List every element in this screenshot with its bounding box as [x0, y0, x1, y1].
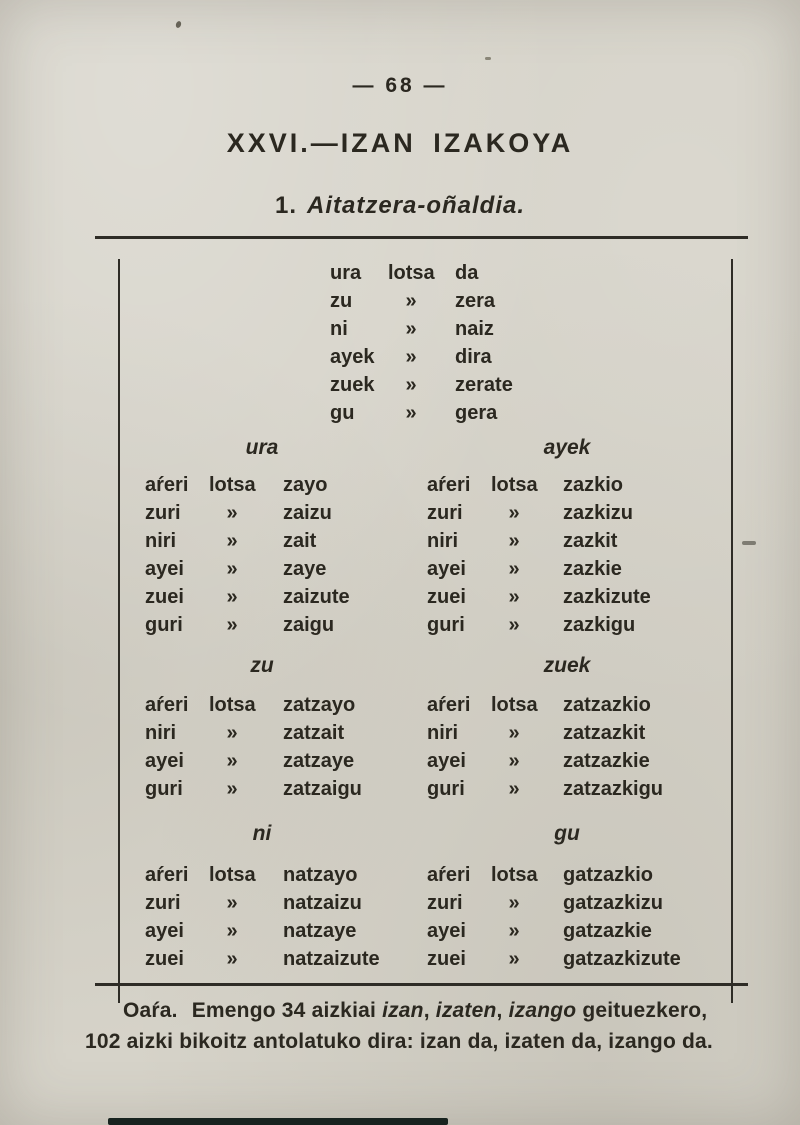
ditto-mark: » — [405, 374, 417, 396]
lotsa-word: lotsa — [491, 474, 538, 496]
verb-form: gatzazkio — [563, 864, 654, 886]
dative-word: zuei — [427, 948, 466, 970]
footnote-text: , — [423, 999, 436, 1022]
section-labels — [120, 653, 731, 679]
dative-word: niri — [145, 530, 177, 552]
dative-word: zuei — [427, 586, 466, 608]
lotsa-word: lotsa — [209, 864, 256, 886]
scan-speck-icon — [485, 57, 491, 60]
ditto-mark: » — [226, 948, 238, 970]
verb-form: zerate — [455, 374, 513, 396]
dative-word: aŕeri — [427, 474, 471, 496]
section-labels — [120, 435, 731, 461]
subject-word: ayek — [330, 346, 375, 368]
section-subtitle — [0, 192, 800, 220]
footnote-text: geituezkero, — [576, 999, 708, 1022]
dative-word: aŕeri — [145, 694, 189, 716]
footnote-italic-word: izan — [382, 999, 424, 1022]
dative-word: guri — [145, 778, 183, 800]
verb-form: zatzaye — [283, 750, 355, 772]
verb-form: zaye — [283, 558, 327, 580]
verb-form: zaizu — [283, 502, 332, 524]
subject-word: ni — [330, 318, 348, 340]
dative-word: niri — [145, 722, 177, 744]
verb-form: zazkie — [563, 558, 622, 580]
table-row — [120, 889, 731, 917]
section-labels — [120, 821, 731, 847]
table-row — [120, 917, 731, 945]
paradigm-block-ni-gu — [120, 861, 731, 973]
verb-form: zait — [283, 530, 317, 552]
table-row — [120, 471, 731, 499]
dative-word: ayei — [427, 558, 466, 580]
verb-form: zatzait — [283, 722, 345, 744]
section-label-left: zu — [250, 654, 274, 677]
verb-form: zatzazkit — [563, 722, 646, 744]
ditto-mark: » — [226, 586, 238, 608]
ditto-mark: » — [508, 586, 520, 608]
table-row — [120, 945, 731, 973]
table-row — [120, 747, 731, 775]
section-label-right: ayek — [543, 436, 591, 459]
verb-form: zatzazkigu — [563, 778, 664, 800]
ditto-mark: » — [405, 318, 417, 340]
subtitle-text: Aitatzera-oñaldia. — [306, 192, 526, 219]
dative-word: zuri — [427, 502, 463, 524]
table-row — [120, 259, 731, 287]
ditto-mark: » — [226, 502, 238, 524]
dative-word: aŕeri — [427, 694, 471, 716]
ditto-mark: » — [226, 614, 238, 636]
verb-form: zera — [455, 290, 496, 312]
ditto-mark: » — [508, 920, 520, 942]
section-label-left: ni — [252, 822, 272, 845]
verb-form: dira — [455, 346, 492, 368]
footnote-italic-word: izaten — [435, 999, 497, 1022]
lotsa-word: lotsa — [388, 262, 435, 284]
ditto-mark: » — [405, 346, 417, 368]
paradigm-table-frame — [95, 236, 748, 986]
dative-word: zuri — [145, 502, 181, 524]
dative-word: aŕeri — [145, 864, 189, 886]
verb-form: gera — [455, 402, 498, 424]
footnote-lead: Oaŕa. — [123, 999, 178, 1022]
ditto-mark: » — [226, 530, 238, 552]
table-row — [120, 691, 731, 719]
table-row — [120, 719, 731, 747]
ditto-mark: » — [508, 750, 520, 772]
verb-form: gatzazkizute — [563, 948, 681, 970]
dative-word: ayei — [145, 558, 184, 580]
ditto-mark: » — [508, 502, 520, 524]
table-row — [120, 611, 731, 639]
paradigm-block-zu-zuek — [120, 691, 731, 803]
footnote — [85, 995, 747, 1057]
dative-word: zuei — [145, 948, 184, 970]
ditto-mark: » — [405, 290, 417, 312]
verb-form: zazkizu — [563, 502, 634, 524]
dative-word: zuri — [145, 892, 181, 914]
table-row — [120, 399, 731, 427]
ditto-mark: » — [508, 948, 520, 970]
ditto-mark: » — [508, 614, 520, 636]
dative-word: aŕeri — [145, 474, 189, 496]
ditto-mark: » — [226, 892, 238, 914]
ditto-mark: » — [508, 778, 520, 800]
verb-form: zazkit — [563, 530, 618, 552]
table-row — [120, 861, 731, 889]
lotsa-word: lotsa — [491, 864, 538, 886]
verb-form: zaigu — [283, 614, 335, 636]
verb-form: zatzaigu — [283, 778, 362, 800]
ditto-mark: » — [226, 558, 238, 580]
ditto-mark: » — [226, 750, 238, 772]
page-number: — 68 — — [352, 74, 448, 97]
verb-form: zatzayo — [283, 694, 356, 716]
verb-form: zazkizute — [563, 586, 651, 608]
section-label-right: zuek — [543, 654, 591, 677]
section-label-left: ura — [245, 436, 279, 459]
ditto-mark: » — [508, 892, 520, 914]
paradigm-table — [118, 259, 733, 1003]
footnote-line-2: 102 aizki bikoitz antolatuko dira: izan da, izaten da, izango da. — [85, 1030, 713, 1053]
subtitle-number: 1. — [274, 192, 297, 219]
scan-speck-icon — [175, 20, 182, 28]
verb-form: zatzazkio — [563, 694, 651, 716]
subject-word: zuek — [330, 374, 375, 396]
lotsa-word: lotsa — [491, 694, 538, 716]
subject-word: gu — [330, 402, 355, 424]
footnote-text: Emengo 34 aizkiai — [191, 999, 383, 1022]
verb-form: gatzazkizu — [563, 892, 664, 914]
verb-form: zazkio — [563, 474, 624, 496]
table-row — [120, 343, 731, 371]
footnote-italic-word: izango — [508, 999, 577, 1022]
verb-form: natzaizute — [283, 948, 380, 970]
ditto-mark: » — [508, 530, 520, 552]
table-row — [120, 371, 731, 399]
table-row — [120, 555, 731, 583]
lotsa-word: lotsa — [209, 474, 256, 496]
table-row — [120, 287, 731, 315]
footnote-line-1 — [85, 995, 747, 1026]
table-row — [120, 527, 731, 555]
dative-word: ayei — [145, 920, 184, 942]
subject-word: zu — [330, 290, 353, 312]
chapter-title: XXVI.—IZAN IZAKOYA — [226, 128, 574, 158]
dative-word: guri — [427, 778, 465, 800]
dative-word: zuri — [427, 892, 463, 914]
dative-word: guri — [145, 614, 183, 636]
dative-word: ayei — [145, 750, 184, 772]
table-row — [120, 499, 731, 527]
ditto-mark: » — [508, 722, 520, 744]
verb-form: natzaye — [283, 920, 357, 942]
scan-edge-artifact — [108, 1118, 448, 1125]
dative-word: ayei — [427, 750, 466, 772]
table-row — [120, 583, 731, 611]
verb-form: zaizute — [283, 586, 350, 608]
dative-word: zuei — [145, 586, 184, 608]
verb-form: natzaizu — [283, 892, 362, 914]
verb-form: zayo — [283, 474, 328, 496]
table-row — [120, 315, 731, 343]
lotsa-word: lotsa — [209, 694, 256, 716]
table-row — [120, 775, 731, 803]
verb-form: da — [455, 262, 479, 284]
verb-form: natzayo — [283, 864, 358, 886]
subject-word: ura — [330, 262, 362, 284]
dative-word: niri — [427, 530, 459, 552]
ditto-mark: » — [405, 402, 417, 424]
intro-paradigm-block — [120, 259, 731, 427]
verb-form: zazkigu — [563, 614, 636, 636]
dative-word: aŕeri — [427, 864, 471, 886]
dative-word: niri — [427, 722, 459, 744]
footnote-text: , — [496, 999, 509, 1022]
ditto-mark: » — [508, 558, 520, 580]
ditto-mark: » — [226, 920, 238, 942]
paradigm-block-ura-ayek — [120, 471, 731, 639]
verb-form: zatzazkie — [563, 750, 650, 772]
verb-form: gatzazkie — [563, 920, 652, 942]
dative-word: ayei — [427, 920, 466, 942]
ditto-mark: » — [226, 722, 238, 744]
verb-form: naiz — [455, 318, 494, 340]
section-label-right: gu — [554, 822, 580, 845]
ditto-mark: » — [226, 778, 238, 800]
dative-word: guri — [427, 614, 465, 636]
